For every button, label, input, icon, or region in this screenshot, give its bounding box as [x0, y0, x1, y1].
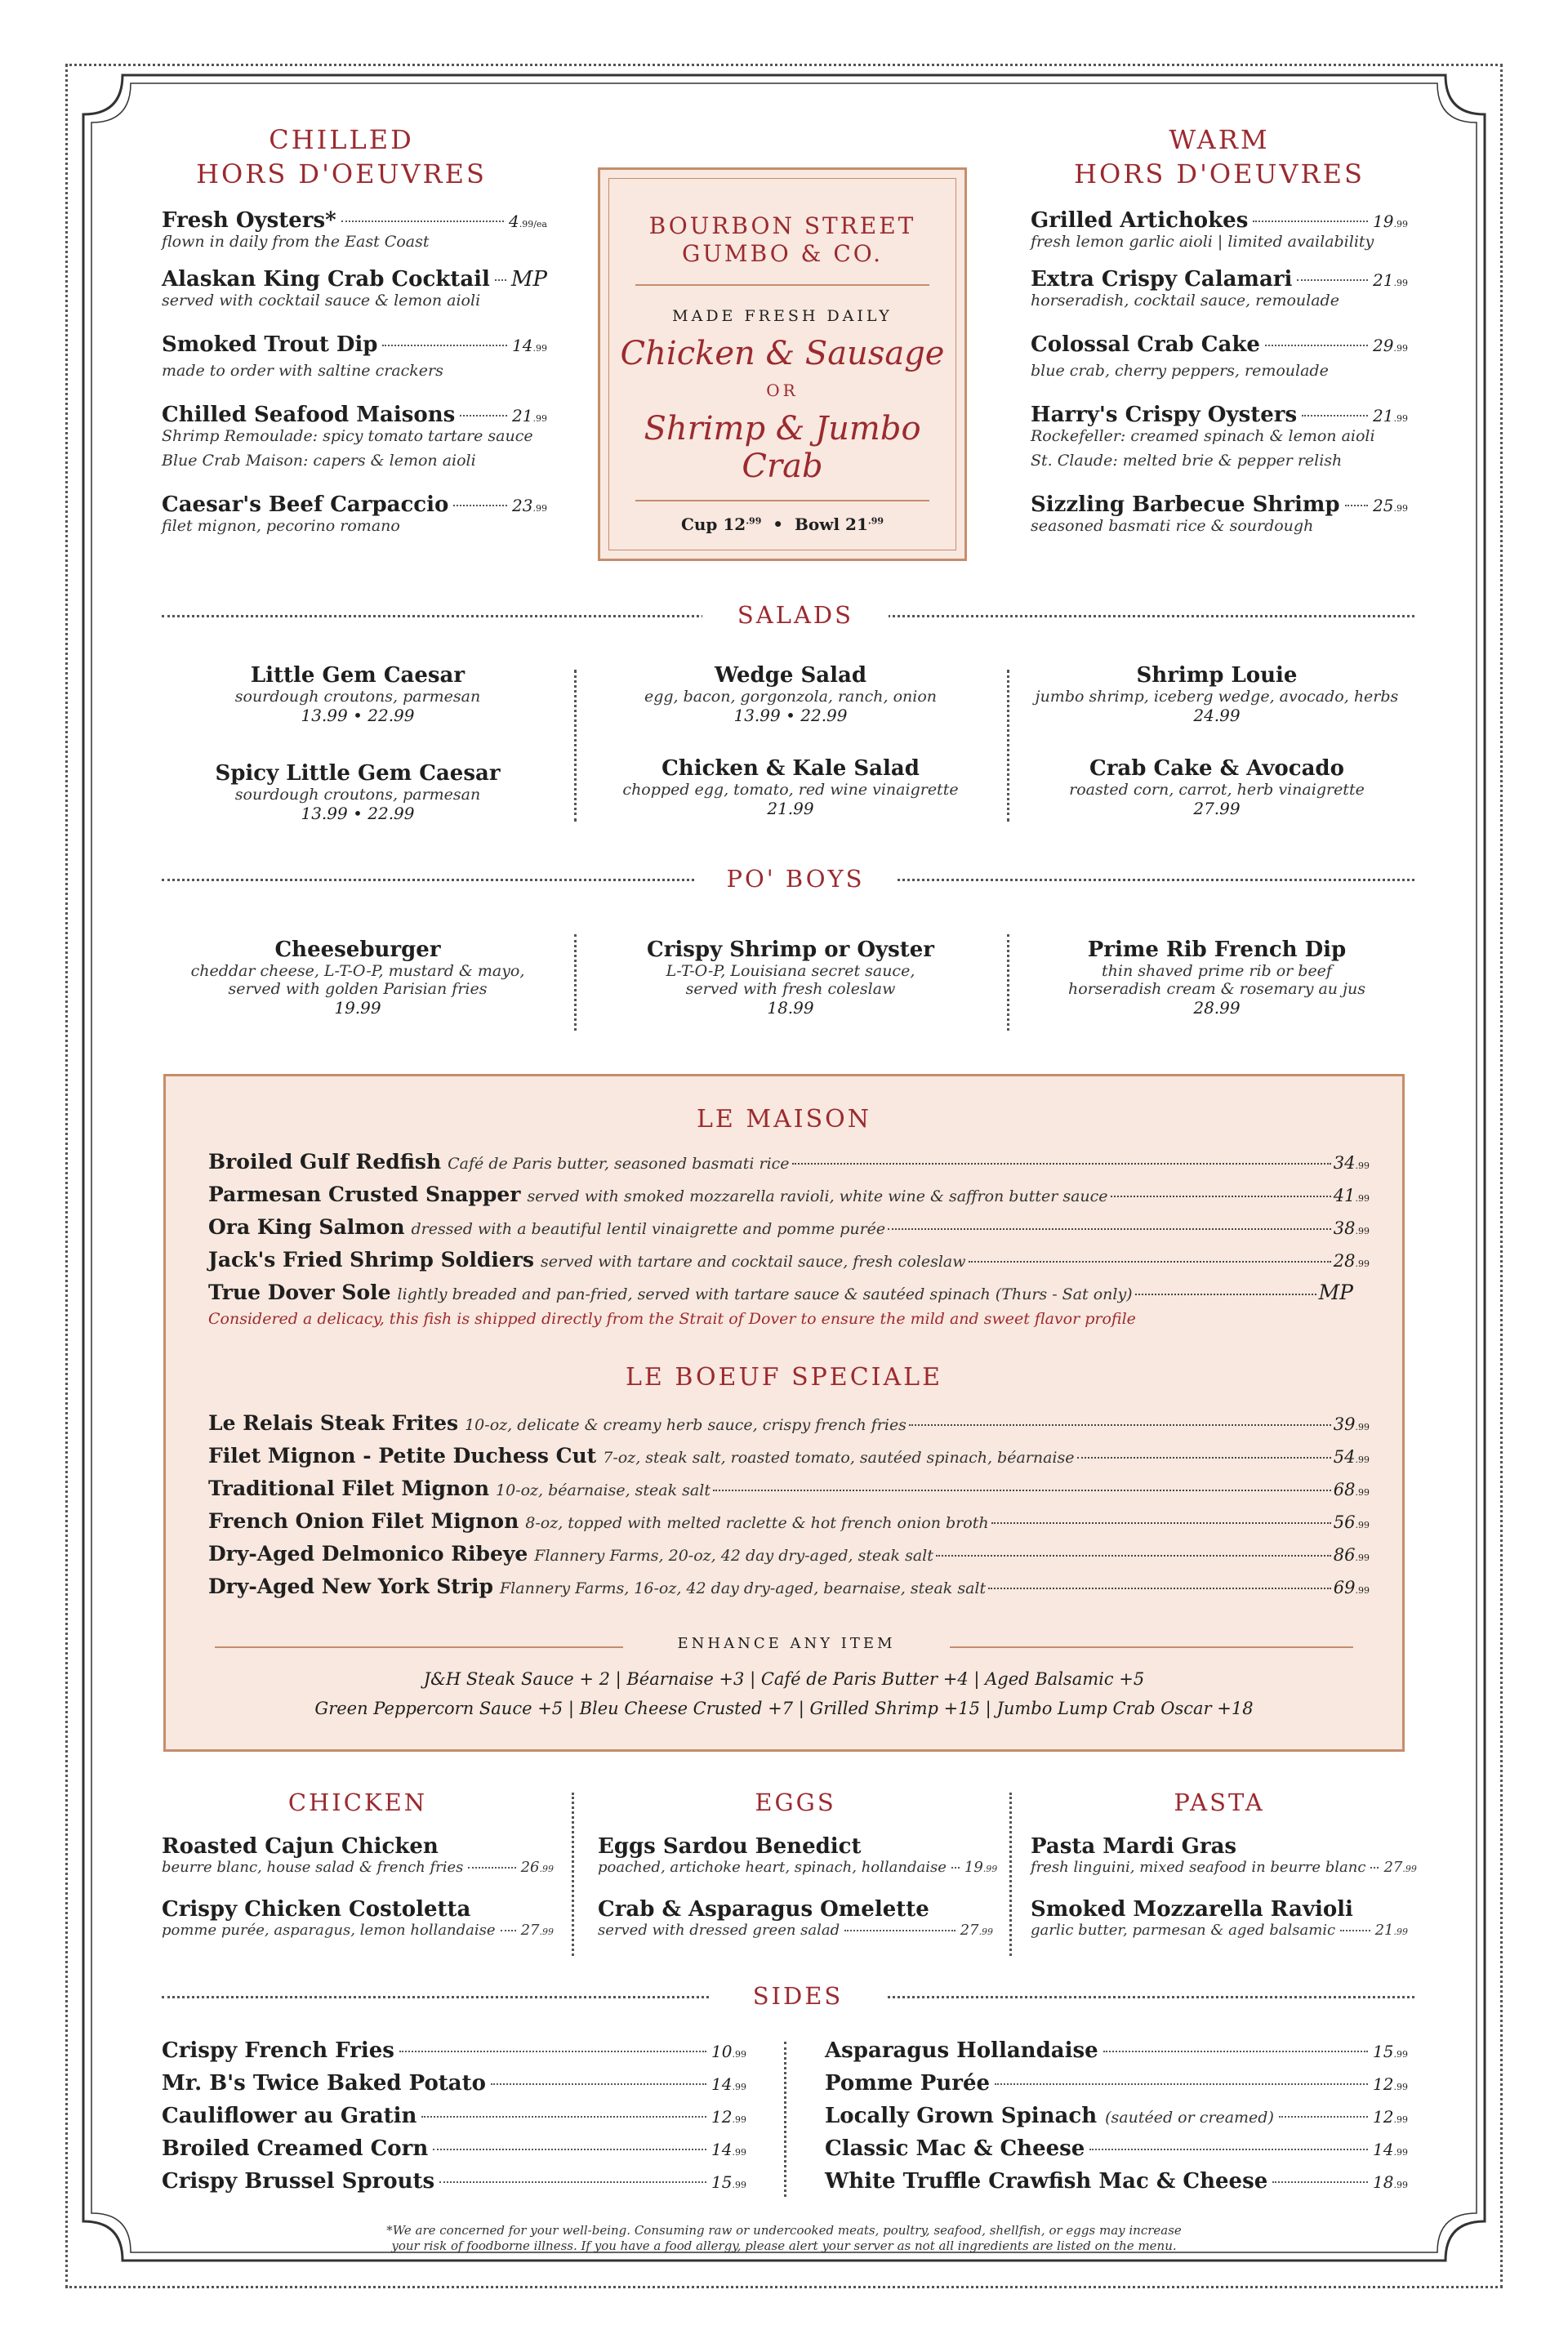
salad-item: Wedge Salad egg, bacon, gorgonzola, ranch, onion 13.99 • 22.99 — [644, 663, 938, 725]
boeuf-item: Dry-Aged Delmonico Ribeye Flannery Farms, 20-oz, 42 day dry-aged, steak salt 86 .99 — [208, 1542, 1370, 1566]
side-item: Locally Grown Spinach (sautéed or creamed) 12 .99 — [825, 2104, 1408, 2128]
side-item: Broiled Creamed Corn 14 .99 — [162, 2136, 746, 2161]
maison-item: True Dover Sole lightly breaded and pan-fried, served with tartare sauce & sautéed spinach (Thurs - Sat only) MP — [208, 1281, 1353, 1304]
poboy-item: Crispy Shrimp or Oyster L-T-O-P, Louisiana secret sauce, served with fresh coleslaw 18.99 — [647, 938, 934, 1018]
gumbo-title: BOURBON STREET GUMBO & CO. — [648, 212, 916, 267]
gumbo-prices: Cup $12^{.99}$ • Bowl $21^{.99}$ — [680, 514, 884, 534]
menu-item: Chilled Seafood Maisons 21 .99 Shrimp Remoulade: spicy tomato tartare sauce Blue Crab Maison: capers & lemon aioli — [162, 403, 547, 470]
side-item: Asparagus Hollandaise 15 .99 — [825, 2038, 1408, 2063]
pasta-section — [1031, 1785, 1417, 1939]
eggs-title: EGGS — [755, 1788, 836, 1816]
menu-item: Roasted Cajun Chicken beurre blanc, house salad & french fries 26 .99 — [162, 1834, 554, 1876]
maison-item: Broiled Gulf Redfish Café de Paris butter, seasoned basmati rice 34 .99 — [208, 1150, 1370, 1174]
poboys-title: PO' BOYS — [694, 862, 897, 896]
menu-item: Extra Crispy Calamari 21 .99 horseradish, cocktail sauce, remoulade — [1031, 267, 1408, 310]
enhance-line-2: Green Peppercorn Sauce +5 | Bleu Cheese Crusted +7 | Grilled Shrimp +15 | Jumbo Lump Crab Oscar +18 — [314, 1699, 1254, 1718]
boeuf-item: French Onion Filet Mignon 8-oz, topped with melted raclette & hot french onion broth 56 .99 — [208, 1509, 1370, 1533]
warm-section — [1031, 122, 1408, 191]
made-fresh-daily: MADE FRESH DAILY — [672, 307, 893, 325]
side-item: Crispy French Fries 10 .99 — [162, 2038, 746, 2063]
boeuf-title: LE BOEUF SPECIALE — [625, 1363, 943, 1392]
poboy-item: Cheeseburger cheddar cheese, L-T-O-P, mustard & mayo, served with golden Parisian fries 19.99 — [190, 938, 525, 1018]
warm-items — [1031, 208, 1408, 535]
enhance-line-1: J&H Steak Sauce + 2 | Béarnaise +3 | Café de Paris Butter +4 | Aged Balsamic +5 — [423, 1669, 1145, 1689]
maison-item: Ora King Salmon dressed with a beautiful lentil vinaigrette and pomme purée 38 .99 — [208, 1215, 1370, 1239]
chilled-title: CHILLED HORS D'OEUVRES — [196, 124, 487, 189]
side-item: Crispy Brussel Sprouts 15 .99 — [162, 2169, 746, 2194]
gumbo-box — [598, 167, 967, 561]
salad-item: Crab Cake & Avocado roasted corn, carrot, herb vinaigrette 27.99 — [1069, 756, 1365, 818]
boeuf-item: Dry-Aged New York Strip Flannery Farms, 16-oz, 42 day dry-aged, bearnaise, steak salt 69 .99 — [208, 1575, 1370, 1598]
sides-right — [825, 2038, 1408, 2202]
salad-item: Little Gem Caesar sourdough croutons, parmesan 13.99 • 22.99 — [234, 663, 481, 725]
chicken-title: CHICKEN — [287, 1788, 428, 1816]
menu-item: Alaskan King Crab Cocktail MP served with cocktail sauce & lemon aioli — [162, 267, 547, 310]
boeuf-item: Filet Mignon - Petite Duchess Cut 7-oz, steak salt, roasted tomato, sautéed spinach, béarnaise 54 .99 — [208, 1444, 1370, 1468]
boeuf-item: Traditional Filet Mignon 10-oz, béarnaise, steak salt 68 .99 — [208, 1477, 1370, 1500]
menu-item: Sizzling Barbecue Shrimp 25 .99 seasoned basmati rice & sourdough — [1031, 492, 1408, 535]
menu-item: Crab & Asparagus Omelette served with dressed green salad 27 .99 — [598, 1897, 993, 1939]
poboy-item: Prime Rib French Dip thin shaved prime rib or beef horseradish cream & rosemary au jus 28.99 — [1068, 938, 1365, 1018]
maison-item: Parmesan Crusted Snapper served with smoked mozzarella ravioli, white wine & saffron butter sauce 41 .99 — [208, 1183, 1370, 1206]
side-item: Classic Mac & Cheese 14 .99 — [825, 2136, 1408, 2161]
salads-title: SALADS — [702, 598, 889, 632]
menu-item: Colossal Crab Cake 29 .99 blue crab, cherry peppers, remoulade — [1031, 332, 1408, 380]
boeuf-item: Le Relais Steak Frites 10-oz, delicate & creamy herb sauce, crispy french fries 39 .99 — [208, 1411, 1370, 1435]
salad-item: Shrimp Louie jumbo shrimp, iceberg wedge, avocado, herbs 24.99 — [1035, 663, 1399, 725]
menu-item: Smoked Mozzarella Ravioli garlic butter, parmesan & aged balsamic 21 .99 — [1031, 1897, 1408, 1939]
menu-item: Caesar's Beef Carpaccio 23 .99 filet mignon, pecorino romano — [162, 492, 547, 535]
pasta-title: PASTA — [1174, 1788, 1265, 1816]
gumbo-or: OR — [766, 381, 799, 400]
dover-sole-note: Considered a delicacy, this fish is shipped directly from the Strait of Dover to ensure the mild and sweet flavor profile — [208, 1310, 1136, 1328]
maison-title: LE MAISON — [697, 1105, 871, 1134]
eggs-section — [598, 1785, 998, 1939]
sides-title: SIDES — [709, 1979, 887, 2013]
side-item: Mr. B's Twice Baked Potato 14 .99 — [162, 2071, 746, 2096]
menu-item: Eggs Sardou Benedict poached, artichoke heart, spinach, hollandaise 19 .99 — [598, 1834, 998, 1876]
footer-disclaimer: *We are concerned for your well-being. Consuming raw or undercooked meats, poultry, seafood, shellfish, or eggs may increase your risk of foodborne illness. If you have a food allergy, please alert your server as not all ingredients are listed on the menu. — [386, 2223, 1182, 2253]
menu-item: Harry's Crispy Oysters 21 .99 Rockefeller: creamed spinach & lemon aioli St. Claude: melted brie & pepper relish — [1031, 403, 1408, 470]
chilled-items — [162, 208, 547, 535]
menu-item: Smoked Trout Dip 14 .99 made to order with saltine crackers — [162, 332, 547, 380]
chicken-section — [162, 1785, 554, 1939]
gumbo-option-chicken: Chicken & Sausage — [620, 335, 945, 372]
maison-item: Jack's Fried Shrimp Soldiers served with tartare and cocktail sauce, fresh coleslaw 28 .99 — [208, 1248, 1370, 1272]
chilled-section — [162, 122, 547, 191]
maison-box — [163, 1074, 1405, 1752]
salad-item: Chicken & Kale Salad chopped egg, tomato, red wine vinaigrette 21.99 — [622, 756, 959, 818]
menu-item: Grilled Artichokes 19 .99 fresh lemon garlic aioli | limited availability — [1031, 208, 1408, 251]
menu-item: Pasta Mardi Gras fresh linguini, mixed seafood in beurre blanc 27 .99 — [1031, 1834, 1417, 1876]
side-item: White Truffle Crawfish Mac & Cheese 18 .99 — [825, 2169, 1408, 2194]
warm-title: WARM HORS D'OEUVRES — [1074, 124, 1365, 189]
enhance-title: ENHANCE ANY ITEM — [623, 1635, 950, 1652]
menu-item: Fresh Oysters* 4 .99/ea flown in daily from the East Coast — [162, 208, 547, 251]
salad-item: Spicy Little Gem Caesar sourdough croutons, parmesan 13.99 • 22.99 — [215, 761, 501, 823]
menu-item: Crispy Chicken Costoletta pomme purée, asparagus, lemon hollandaise 27 .99 — [162, 1897, 554, 1939]
side-item: Cauliflower au Gratin 12 .99 — [162, 2104, 746, 2128]
gumbo-option-shrimp: Shrimp & Jumbo Crab — [644, 410, 921, 485]
side-item: Pomme Purée 12 .99 — [825, 2071, 1408, 2096]
sides-left — [162, 2038, 746, 2202]
